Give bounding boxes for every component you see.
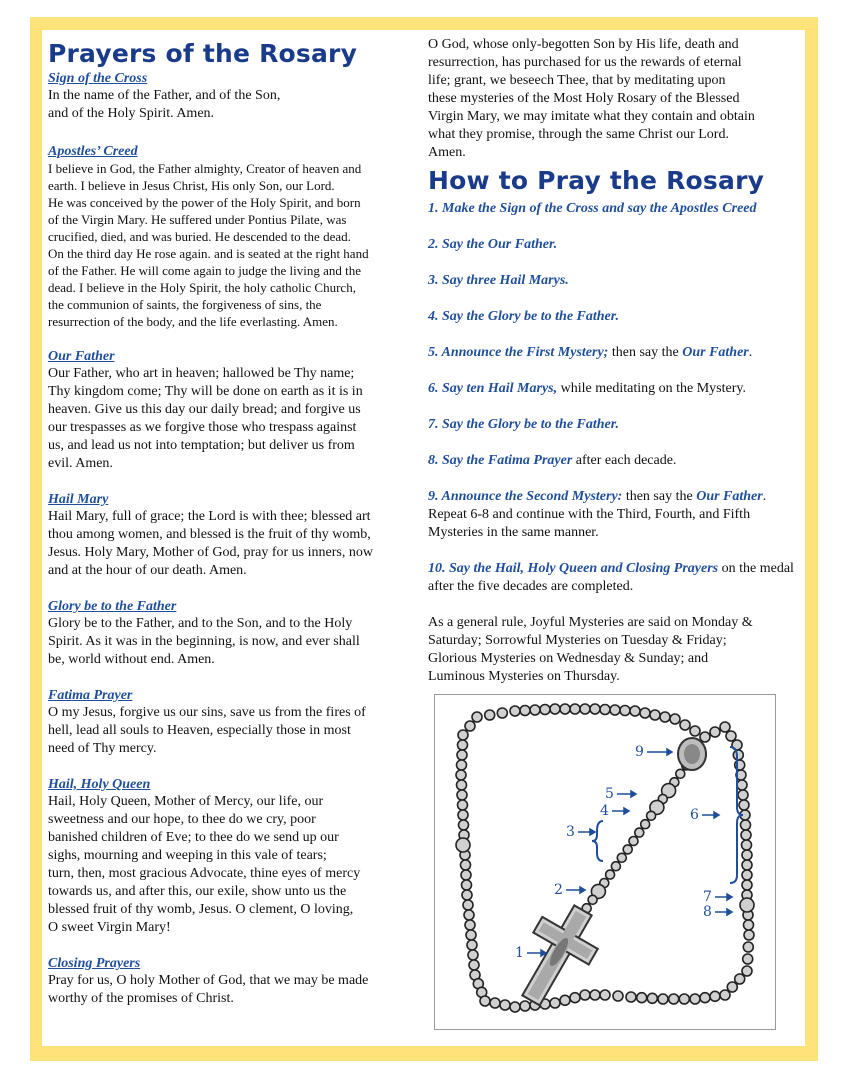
prayer-title-hail-mary: Hail Mary <box>48 492 109 507</box>
rosary-bead <box>742 966 752 976</box>
prayer-text-apostles-creed: I believe in God, the Father almighty, Creator of heaven and earth. I believe in Jesus Christ, His only Son, our Lord. He was conceived by the power of the Holy Spirit, and born of the Virgin Mary. He suffered under Pontius Pilate, was crucified, died, and was buried. He descended to the dead. On the third day He rose again. and is seated at the right hand of the Father. He will come again to judge the living and the dead. I believe in the Holy Spirit, the holy catholic Church, the communion of saints, the forgiveness of sins, the resurrection of the body, and the life everlasting. Amen. <box>48 161 369 329</box>
rosary-bead <box>520 1001 530 1011</box>
step-9 <box>428 488 800 542</box>
rosary-tail-bead <box>629 837 638 846</box>
rosary-bead <box>743 954 753 964</box>
step-10-instruction: 10. Say the Hail, Holy Queen and Closing Prayers <box>428 561 719 576</box>
prayer-text-our-father: Our Father, who art in heaven; hallowed be Thy name; Thy kingdom come; Thy will be done on earth as it is in heaven. Give us this day our daily bread; and forgive us our trespasses as we forgive those who trespass against us, and lead us not into temptation; but deliver us from evil. Amen. <box>48 366 363 471</box>
right-column <box>428 36 800 686</box>
step-7 <box>428 416 800 434</box>
rosary-bead <box>461 860 471 870</box>
step-5-instruction: 5. Announce the First Mystery; <box>428 345 609 360</box>
rosary-bead <box>720 990 730 1000</box>
step-2 <box>428 236 800 254</box>
rosary-bead <box>580 990 590 1000</box>
step-8-instruction: 8. Say the Fatima Prayer <box>428 453 573 468</box>
rosary-large-bead <box>456 838 470 852</box>
step-5 <box>428 344 800 362</box>
rosary-bead <box>660 712 670 722</box>
step-9-instruction: 9. Announce the Second Mystery: <box>428 489 623 504</box>
step-2-instruction: 2. Say the Our Father. <box>428 237 558 252</box>
rosary-bead <box>742 860 752 870</box>
prayer-title-glory-be: Glory be to the Father <box>48 599 177 614</box>
rosary-tail-bead <box>588 895 597 904</box>
rosary-bead <box>700 993 710 1003</box>
rosary-bead <box>462 880 472 890</box>
rosary-bead <box>735 974 745 984</box>
diagram-label-3: 3 <box>566 824 575 840</box>
rosary-bead <box>458 730 468 740</box>
step-1 <box>428 200 800 218</box>
rosary-bead <box>690 726 700 736</box>
diagram-label-5: 5 <box>605 786 614 802</box>
prayer-title-apostles-creed: Apostles’ Creed <box>48 144 138 159</box>
prayer-text-hail-holy-queen: Hail, Holy Queen, Mother of Mercy, our life, our sweetness and our hope, to thee do we cry, poor banished children of Eve; to thee do we send up our sighs, mourning and weeping in this vale of tears; turn, then, most gracious Advocate, thine eyes of mercy towards us, and after this, our exile, show unto us the blessed fruit of thy womb, Jesus. O clement, O loving, O sweet Virgin Mary! <box>48 794 361 935</box>
rosary-bead <box>727 982 737 992</box>
rosary-bead <box>497 708 507 718</box>
prayer-text-fatima: O my Jesus, forgive us our sins, save us from the fires of hell, lead all souls to Heaven, especially those in most need of Thy mercy. <box>48 705 366 756</box>
rosary-bead <box>540 705 550 715</box>
rosary-bead <box>550 998 560 1008</box>
rosary-bead <box>510 706 520 716</box>
rosary-bead <box>510 1002 520 1012</box>
rosary-bead <box>465 721 475 731</box>
rosary-bead <box>468 950 478 960</box>
rosary-bead <box>742 840 752 850</box>
rosary-bead <box>710 727 720 737</box>
rosary-bead <box>720 722 730 732</box>
rosary-bead <box>647 993 657 1003</box>
rosary-bead <box>570 993 580 1003</box>
rosary-bead <box>679 994 689 1004</box>
rosary-bead <box>744 930 754 940</box>
rosary-bead <box>462 890 472 900</box>
rosary-bead <box>570 704 580 714</box>
step-8-text: after each decade. <box>572 453 677 468</box>
prayer-title-our-father: Our Father <box>48 349 115 364</box>
rosary-bead <box>680 720 690 730</box>
rosary-bead <box>690 994 700 1004</box>
mysteries-schedule-note: As a general rule, Joyful Mysteries are said on Monday & Saturday; Sorrowful Mysteries on Tuesday & Friday; Glorious Mysteries on Wednesday & Sunday; and Luminous Mysteries on Thursday. <box>428 615 753 684</box>
rosary-bead <box>613 991 623 1001</box>
rosary-bead <box>742 870 752 880</box>
rosary-bead <box>485 710 495 720</box>
rosary-bead <box>739 800 749 810</box>
rosary-bead <box>550 704 560 714</box>
rosary-bead <box>733 750 743 760</box>
rosary-bead <box>465 920 475 930</box>
rosary-bead <box>464 910 474 920</box>
prayers-heading: Prayers of the Rosary <box>48 39 358 68</box>
rosary-bead <box>738 790 748 800</box>
diagram-label-8: 8 <box>703 904 712 920</box>
rosary-bead <box>457 760 467 770</box>
rosary-tail-bead <box>647 811 656 820</box>
step-10 <box>428 560 800 596</box>
rosary-bead <box>469 960 479 970</box>
rosary-bead <box>520 706 530 716</box>
rosary-bead <box>590 990 600 1000</box>
rosary-tail-bead <box>641 820 650 829</box>
rosary-diagram <box>434 694 776 1030</box>
prayer-text-hail-mary: Hail Mary, full of grace; the Lord is with thee; blessed art thou among women, and blessed is the fruit of thy womb, Jesus. Holy Mary, Mother of God, pray for us inners, now and at the hour of our death. Amen. <box>48 509 373 578</box>
rosary-bead <box>457 790 467 800</box>
prayer-title-sign-of-cross: Sign of the Cross <box>48 71 148 86</box>
rosary-bead <box>658 994 668 1004</box>
rosary-bead <box>463 900 473 910</box>
rosary-illustration <box>435 695 775 1029</box>
step-1-instruction: 1. Make the Sign of the Cross and say the Apostles Creed <box>428 201 757 216</box>
rosary-bead <box>741 830 751 840</box>
rosary-bead <box>467 940 477 950</box>
rosary-bead <box>466 930 476 940</box>
prayer-text-glory-be: Glory be to the Father, and to the Son, and to the Holy Spirit. As it was in the beginning, is now, and ever shall be, world without end. Amen. <box>48 616 360 667</box>
rosary-bead <box>669 994 679 1004</box>
rosary-bead <box>500 1000 510 1010</box>
rosary-large-bead <box>740 898 754 912</box>
prayer-title-fatima: Fatima Prayer <box>48 688 133 703</box>
rosary-bead <box>744 920 754 930</box>
rosary-bead <box>743 942 753 952</box>
step-4 <box>428 308 800 326</box>
rosary-bead <box>620 706 630 716</box>
rosary-bead <box>461 870 471 880</box>
step-6 <box>428 380 800 398</box>
rosary-bead <box>650 710 660 720</box>
rosary-beads <box>456 704 754 1012</box>
rosary-bead <box>459 820 469 830</box>
rosary-bead <box>670 714 680 724</box>
rosary-bead <box>530 705 540 715</box>
rosary-bead <box>630 706 640 716</box>
intro-prayer: O God, whose only-begotten Son by His life, death and resurrection, has purchased for us the rewards of eternal life; grant, we beseech Thee, that by meditating upon these mysteries of the Most Holy Rosary of the Blessed Virgin Mary, we may imitate what they contain and obtain what they promise, through the same Christ our Lord. Amen. <box>428 37 755 160</box>
rosary-bead <box>458 740 468 750</box>
step-3 <box>428 272 800 290</box>
step-9-our-father: Our Father <box>696 489 763 504</box>
rosary-bead <box>480 996 490 1006</box>
how-to-heading: How to Pray the Rosary <box>428 166 765 195</box>
step-4-instruction: 4. Say the Glory be to the Father. <box>428 309 619 324</box>
diagram-label-6: 6 <box>690 807 699 823</box>
rosary-bead <box>457 750 467 760</box>
rosary-bead <box>458 800 468 810</box>
step-6-text: while meditating on the Mystery. <box>557 381 746 396</box>
step-9-text: then say the <box>622 489 697 504</box>
diagram-label-2: 2 <box>554 882 563 898</box>
diagram-label-7: 7 <box>703 889 712 905</box>
step-5-our-father: Our Father <box>682 345 749 360</box>
rosary-bead <box>590 704 600 714</box>
rosary-tail-bead <box>617 853 626 862</box>
rosary-bead <box>610 705 620 715</box>
rosary-tail-bead <box>623 845 632 854</box>
step-6-instruction: 6. Say ten Hail Marys, <box>428 381 558 396</box>
rosary-bead <box>626 992 636 1002</box>
rosary-bead <box>726 731 736 741</box>
rosary-bead <box>710 991 720 1001</box>
rosary-bead <box>600 705 610 715</box>
rosary-bead <box>458 810 468 820</box>
rosary-bead <box>637 993 647 1003</box>
rosary-tail-bead <box>676 769 685 778</box>
step-9-end: . Repeat 6-8 and continue with the Third, Fourth, and Fifth Mysteries in the same manner. <box>428 489 767 540</box>
rosary-bead <box>457 780 467 790</box>
prayer-text-sign-of-cross: In the name of the Father, and of the Son, and of the Holy Spirit. Amen. <box>48 88 281 121</box>
rosary-tail-bead <box>606 870 615 879</box>
rosary-bead <box>700 732 710 742</box>
step-8 <box>428 452 800 470</box>
prayer-title-closing: Closing Prayers <box>48 956 141 971</box>
rosary-tail-bead <box>611 862 620 871</box>
rosary-bead <box>742 850 752 860</box>
step-5-text: then say the <box>608 345 683 360</box>
diagram-label-4: 4 <box>600 803 609 819</box>
rosary-bead <box>560 995 570 1005</box>
rosary-bead <box>640 708 650 718</box>
step-5-end: . <box>748 345 753 360</box>
rosary-bead <box>580 704 590 714</box>
rosary-bead <box>456 770 466 780</box>
rosary-bead <box>737 780 747 790</box>
rosary-bead <box>742 880 752 890</box>
rosary-bead <box>741 820 751 830</box>
left-column <box>48 36 418 1008</box>
diagram-label-1: 1 <box>515 945 524 961</box>
step-3-instruction: 3. Say three Hail Marys. <box>428 273 569 288</box>
prayer-text-closing: Pray for us, O holy Mother of God, that we may be made worthy of the promises of Christ. <box>48 973 369 1006</box>
rosary-bead <box>560 704 570 714</box>
medal-icon <box>678 738 706 770</box>
prayer-title-hail-holy-queen: Hail, Holy Queen <box>48 777 151 792</box>
rosary-bead <box>472 712 482 722</box>
step-10-text: on the medal after the five decades are completed. <box>428 561 794 594</box>
step-7-instruction: 7. Say the Glory be to the Father. <box>428 417 619 432</box>
diagram-label-9: 9 <box>635 744 644 760</box>
rosary-bead <box>600 990 610 1000</box>
rosary-tail-bead <box>635 828 644 837</box>
rosary-bead <box>490 998 500 1008</box>
